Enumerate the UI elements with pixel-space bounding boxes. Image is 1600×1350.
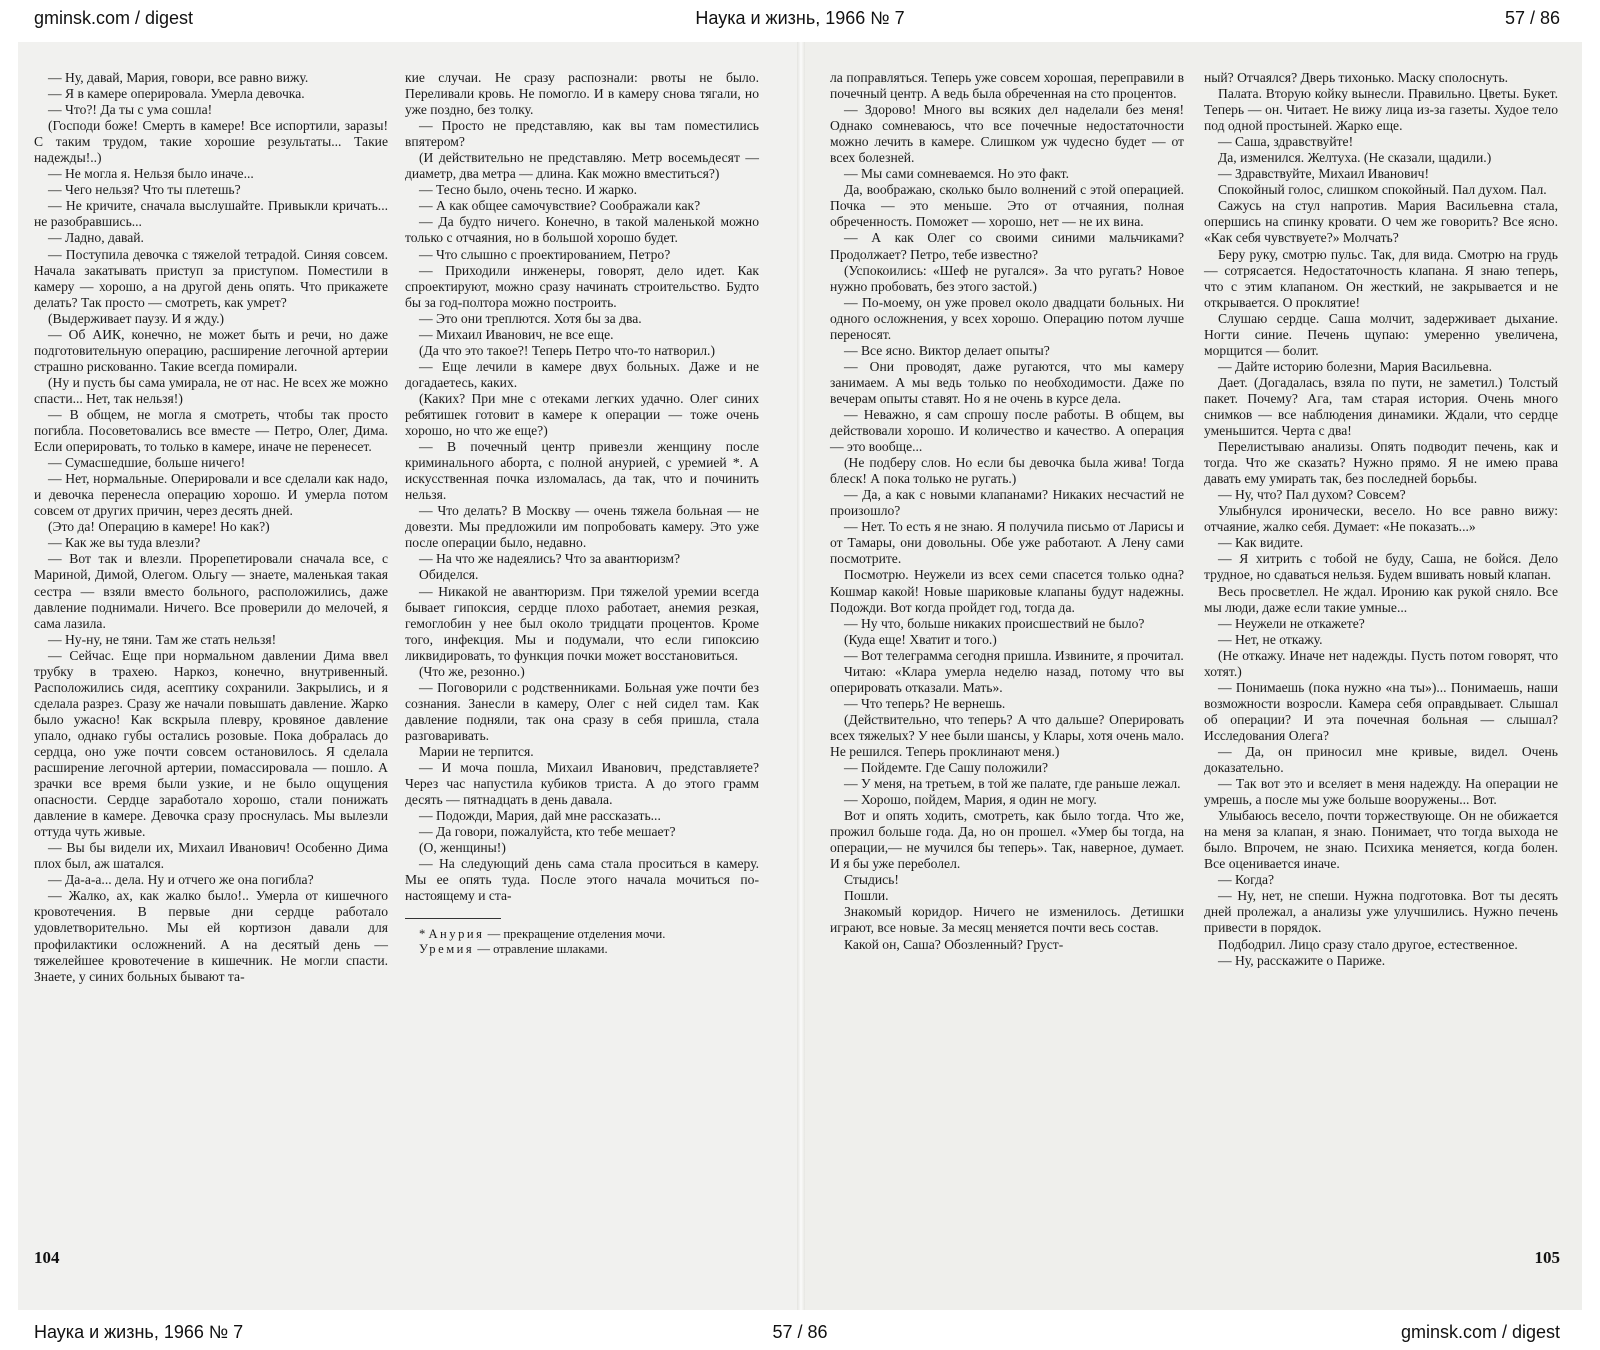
paragraph: — Поговорили с родственниками. Больная уже почти без сознания. Занесли в камеру, Олег с ней сидел там. Как давление подняли, так она сразу в себя пришла, стала разговаривать. bbox=[405, 679, 759, 743]
paragraph: Улыбаюсь весело, почти торжествующе. Он не обижается на меня за клапан, я знаю. Понимает, что тогда выхода не было. Впрочем, не знаю. Психика меняется, когда болен. Все оценивается иначе. bbox=[1204, 808, 1558, 872]
paragraph: Беру руку, смотрю пульс. Так, для вида. Смотрю на грудь — сотрясается. Недостаточность клапана. Я знаю теперь, что с этим клапаном. Он жесткий, не закрывается и не открывается. О проклятие! bbox=[1204, 246, 1558, 310]
text-column-3 bbox=[830, 70, 1184, 953]
paragraph: Пошли. bbox=[844, 888, 889, 904]
paragraph: Да, воображаю, сколько было волнений с этой операцией. Почка — это меньше. Это от отчаяния, полная обреченность. Поможет — хорошо, нет — не их вина. bbox=[830, 182, 1184, 230]
footnote-definition: — отравление шлаками. bbox=[474, 942, 608, 957]
paragraph: — Я хитрить с тобой не буду, Саша, не бойся. Дело трудное, но сдаваться нельзя. Будем вшивать новый клапан. bbox=[1204, 551, 1558, 583]
page-counter-footer: 57 / 86 bbox=[772, 1322, 828, 1342]
paragraph: Вот и опять ходить, смотреть, как было тогда. Что же, прожил больше года. Да, но он прошел. «Умер бы тогда, на операции,— не мучился бы теперь». Так, наверное, думает. И я бы уже переболел. bbox=[830, 808, 1184, 872]
column-body bbox=[405, 118, 759, 904]
paragraph: (Каких? При мне с отеками легких удачно. Олег синих ребятишек готовит в камере к операции — тоже очень хорошо, но что же еще?) bbox=[405, 390, 759, 439]
paragraph: — Я в камере оперировала. Умерла девочка. bbox=[48, 86, 305, 102]
paragraph: — Приходили инженеры, говорят, дело идет. Как спроектируют, можно сразу начинать строительство. Будто бы за год-полтора можно построить. bbox=[405, 262, 759, 310]
paragraph: — Вы бы видели их, Михаил Иванович! Особенно Дима плох был, аж шатался. bbox=[34, 840, 388, 872]
magazine-page-right bbox=[800, 42, 1582, 1310]
paragraph: (Успокоились: «Шеф не ругался». За что ругать? Новое нужно пробовать, без этого застой.) bbox=[830, 262, 1184, 294]
paragraph: (И действительно не представляю. Метр восемьдесят — диаметр, два метра — длина. Как можно вместиться?) bbox=[405, 150, 759, 182]
paragraph: — А как общее самочувствие? Соображали как? bbox=[419, 198, 701, 214]
paragraph: — Ну, расскажите о Париже. bbox=[1218, 952, 1386, 968]
paragraph: Сажусь на стул напротив. Мария Васильевна стала, опершись на спинку кровати. О чем же говорить? Все ясно. «Как себя чувствуете?» Молчать? bbox=[1204, 198, 1558, 246]
paragraph: — Да, он приносил мне кривые, видел. Очень доказательно. bbox=[1204, 743, 1558, 776]
paragraph: — Сумасшедшие, больше ничего! bbox=[48, 455, 246, 471]
paragraph: — Да говори, пожалуйста, кто тебе мешает? bbox=[419, 824, 676, 840]
paragraph: Улыбнулся иронически, весело. Но все равно вижу: отчаяние, жалко себя. Думает: «Не показать...» bbox=[1204, 503, 1558, 535]
paragraph: — Ну что, больше никаких происшествий не было? bbox=[844, 615, 1145, 631]
paragraph: (Не откажу. Иначе нет надежды. Пусть потом говорят, что хотят.) bbox=[1204, 647, 1558, 679]
paragraph: — Да-а-а... дела. Ну и отчего же она погибла? bbox=[48, 872, 314, 888]
paragraph: — Да будто ничего. Конечно, в такой маленькой можно только с отчаяния, но в большой хорошо будет. bbox=[405, 214, 759, 246]
paragraph: Перелистываю анализы. Опять подводит печень, как и тогда. Что же сказать? Нужно прямо. Я не имею права давать ему умирать так, без последней борьбы. bbox=[1204, 439, 1558, 487]
viewer-header bbox=[0, 0, 1600, 36]
paragraph: (Выдерживает паузу. И я жду.) bbox=[48, 310, 225, 326]
document-title-footer: Наука и жизнь, 1966 № 7 bbox=[34, 1322, 244, 1342]
paragraph: Слушаю сердце. Саша молчит, задерживает дыхание. Ногти синие. Печень щупаю: умеренно увеличена, морщится — болит. bbox=[1204, 310, 1558, 358]
paragraph: — А как Олег со своими синими мальчиками? Продолжает? Петро, тебе известно? bbox=[830, 230, 1184, 262]
paragraph: — Михаил Иванович, не все еще. bbox=[419, 326, 614, 342]
footnote-term: Анурия bbox=[428, 927, 485, 942]
footnote: * Анурия — прекращение отделения мочи. bbox=[419, 927, 666, 942]
paragraph: — Ну, что? Пал духом? Совсем? bbox=[1218, 487, 1406, 503]
site-link[interactable]: gminsk.com / digest bbox=[34, 8, 194, 28]
paragraph: (Что же, резонно.) bbox=[419, 663, 525, 679]
paragraph: Весь просветлел. Не ждал. Иронию как рукой сняло. Все мы люди, даже если такие умные... bbox=[1204, 583, 1558, 615]
paragraph: Палата. Вторую койку вынесли. Правильно. Цветы. Букет. Теперь — он. Читает. Не вижу лица из-за газеты. Худое тело под одной простыней. Жарко еще. bbox=[1204, 86, 1558, 134]
paragraph: — У меня, на третьем, в той же палате, где раньше лежал. bbox=[844, 776, 1181, 792]
column-body bbox=[830, 102, 1184, 952]
paragraph: — Хорошо, пойдем, Мария, я один не могу. bbox=[844, 792, 1097, 808]
paragraph: Да, изменился. Желтуха. (Не сказали, щадили.) bbox=[1218, 150, 1492, 166]
paragraph: (Действительно, что теперь? А что дальше? Оперировать всех тяжелых? У нее были шансы, у Клары, хотя очень мало. Не решился. Теперь проклинают меня.) bbox=[830, 711, 1184, 759]
paragraph: — Дайте историю болезни, Мария Васильевна. bbox=[1218, 358, 1493, 374]
page-counter: 57 / 86 bbox=[1504, 8, 1560, 28]
paragraph: (Это да! Операцию в камере! Но как?) bbox=[48, 519, 270, 535]
paragraph: — Нет, не откажу. bbox=[1218, 631, 1323, 647]
paragraph: Посмотрю. Неужели из всех семи спасется только одна? Кошмар какой! Новые шариковые клапаны будут надежны. Подожди. Вот когда пройдет год, тогда да. bbox=[830, 567, 1184, 615]
paragraph: — Подожди, Мария, дай мне рассказать... bbox=[419, 808, 661, 824]
paragraph: — Здорово! Много вы всяких дел наделали без меня! Однако сомневаюсь, что все почечные недостаточности можно лечить в камере. Слишком уж чудесно будет — от всех болезней. bbox=[830, 102, 1184, 166]
page-number-left: 104 bbox=[34, 1248, 60, 1267]
paragraph: — По-моему, он уже провел около двадцати больных. Ни одного осложнения, у всех хорошо. Операцию потом лучше переносят. bbox=[830, 294, 1184, 342]
footnote bbox=[405, 942, 759, 957]
paragraph: — В почечный центр привезли женщину после криминального аборта, с полной анурией, с уремией *. А искусственная почка изломалась, да так, что и починить нельзя. bbox=[405, 439, 759, 503]
footnote-definition: — прекращение отделения мочи. bbox=[484, 927, 666, 942]
column-body bbox=[1204, 86, 1558, 969]
paragraph: — Ну, давай, Мария, говори, все равно вижу. bbox=[48, 70, 309, 85]
paragraph: — Просто не представляю, как вы там поместились впятером? bbox=[405, 118, 759, 150]
paragraph: — Что слышно с проектированием, Петро? bbox=[419, 246, 671, 262]
paragraph: Дает. (Догадалась, взяла по пути, не заметил.) Толстый пакет. Почему? Ага, там старая история. Очень много снимков — все наблюдения динамики. Ждали, что сердце уменьшится. Черта с два! bbox=[1204, 374, 1558, 439]
paragraph: — Неважно, я сам спрошу после работы. В общем, вы действовали хорошо. И количество и качество. А операция — это вообще... bbox=[830, 406, 1184, 455]
book-gutter bbox=[797, 42, 805, 1310]
paragraph: (Куда еще! Хватит и того.) bbox=[844, 631, 997, 647]
paragraph: (Господи боже! Смерть в камере! Все испортили, заразы! С таким трудом, такие хорошие результаты... Такие надежды!..) bbox=[34, 118, 388, 166]
paragraph: (Да что это такое?! Теперь Петро что-то натворил.) bbox=[419, 342, 715, 358]
paragraph: Стыдись! bbox=[844, 872, 899, 888]
column-continuation: ла поправляться. Теперь уже совсем хорошая, переправили в почечный центр. А ведь была обреченная на сто процентов. bbox=[830, 70, 1184, 102]
paragraph: — Сейчас. Еще при нормальном давлении Дима ввел трубку в трахею. Наркоз, конечно, внутривенный. Расположились сидя, асептику сохранили. Закрылись, и я сделала разрез. Сразу же начали повышать давление. Жарко было ужасно! Как вскрыла плевру, кровяное давление упало, однако губы остались розовые. Пока добралась до сердца, оно уже почти совсем остановилось. Я сделала расширение легочной артерии, помассировала — пошло. А зрачки все время были узкие, и не было ощущения опасности. Сердце заработало хорошо, стали понижать давление в камере. Девочка сразу проснулась. Мы вылезли оттуда чуть живые. bbox=[34, 647, 388, 840]
paragraph: Подбодрил. Лицо сразу стало другое, естественное. bbox=[1218, 936, 1518, 952]
paragraph: — Все ясно. Виктор делает опыты? bbox=[844, 342, 1050, 358]
paragraph: — Они проводят, даже ругаются, что мы камеру занимаем. А мы ведь только по необходимости. Даже по вечерам опыты ставят. Но я не очень в курсе дела. bbox=[830, 358, 1184, 406]
text-column-1 bbox=[34, 70, 388, 985]
paragraph: — Саша, здравствуйте! bbox=[1218, 134, 1354, 150]
footnote-term: Уремия bbox=[419, 942, 475, 957]
paragraph: — Так вот это и вселяет в меня надежду. На операции не умрешь, а после мы уже больше вооружены... Вот. bbox=[1204, 776, 1558, 808]
paragraph: — Что?! Да ты с ума сошла! bbox=[48, 102, 213, 118]
paragraph: — Когда? bbox=[1218, 872, 1275, 888]
paragraph: — Об АИК, конечно, не может быть и речи, но даже подготовительную операцию, расширение легочной артерии страшно рискованно. Такие всегда помирали. bbox=[34, 326, 388, 374]
paragraph: Какой он, Саша? Обозленный? Груст- bbox=[844, 936, 1064, 952]
magazine-page-left bbox=[18, 42, 800, 1310]
paragraph: Обиделся. bbox=[419, 567, 479, 583]
paragraph: — Ну-ну, не тяни. Там же стать нельзя! bbox=[48, 631, 277, 647]
site-link-footer[interactable]: gminsk.com / digest bbox=[1400, 1322, 1560, 1342]
text-column-4 bbox=[1204, 70, 1558, 969]
paragraph: (Ну и пусть бы сама умирала, не от нас. Не всех же можно спасти... Нет, так нельзя!) bbox=[34, 374, 388, 406]
paragraph: — Чего нельзя? Что ты плетешь? bbox=[48, 182, 241, 198]
paragraph: — Как видите. bbox=[1218, 535, 1304, 551]
paragraph: (О, женщины!) bbox=[419, 840, 506, 856]
paragraph: — Поступила девочка с тяжелой тетрадой. Синяя совсем. Начала закатывать приступ за приступом. Поместили в камеру — хорошо, а на другой день опять. Что прикажете делать? Так просто — смотреть, как умрет? bbox=[34, 246, 388, 310]
paragraph: — Вот телеграмма сегодня пришла. Извините, я прочитал. bbox=[844, 647, 1184, 663]
document-title: Наука и жизнь, 1966 № 7 bbox=[695, 8, 905, 28]
paragraph: (Не подберу слов. Но если бы девочка была жива! Тогда блеск! А пока только не ругать.) bbox=[830, 455, 1184, 487]
paragraph: — Мы сами сомневаемся. Но это факт. bbox=[844, 166, 1069, 182]
paragraph: — Пойдемте. Где Сашу положили? bbox=[844, 760, 1049, 776]
paragraph: — Неужели не откажете? bbox=[1218, 615, 1365, 631]
paragraph: — Что делать? В Москву — очень тяжела больная — не довезти. Мы предложили им попробовать камеру. Это уже после операции было, недавно. bbox=[405, 503, 759, 551]
paragraph: — Ладно, давай. bbox=[48, 230, 144, 246]
paragraph: Спокойный голос, слишком спокойный. Пал духом. Пал. bbox=[1218, 182, 1547, 198]
paragraph: — На следующий день сама стала проситься в камеру. Мы ее опять туда. После этого начала мочиться по-настоящему и ста- bbox=[405, 856, 759, 904]
paragraph: — На что же надеялись? Что за авантюризм? bbox=[419, 551, 681, 567]
text-column-2 bbox=[405, 70, 759, 957]
viewer-footer bbox=[0, 1314, 1600, 1350]
paragraph: — И моча пошла, Михаил Иванович, представляете? Через час напустила кубиков триста. А до этого грамм десять — пятнадцать в день давала. bbox=[405, 760, 759, 808]
column-continuation: кие случаи. Не сразу распознали: рвоты не было. Переливали кровь. Не помогло. И в камеру снова тягали, но уже поздно, без толку. bbox=[405, 70, 759, 118]
paragraph: — Нет. То есть я не знаю. Я получила письмо от Ларисы и от Тамары, они довольны. Обе уже работают. А Лену сами посмотрите. bbox=[830, 519, 1184, 567]
paragraph: — Как же вы туда влезли? bbox=[48, 535, 201, 551]
paragraph: — Никакой не авантюризм. При тяжелой уремии всегда бывает гипоксия, сердце плохо работает, анемия резкая, гемоглобин у нее был около тридцати процентов. Кроме того, инфекция. Мы и подумали, что если гипоксию ликвидировать, то функция почки может восстановиться. bbox=[405, 583, 759, 663]
paragraph: — Еще лечили в камере двух больных. Даже и не догадаетесь, каких. bbox=[405, 358, 759, 390]
paragraph: — Ну, нет, не спеши. Нужна подготовка. Вот ты десять дней пролежал, а анализы уже улучшились. Нужно печень привести в порядок. bbox=[1204, 888, 1558, 936]
paragraph: Марии не терпится. bbox=[419, 743, 534, 759]
paragraph: — Не могла я. Нельзя было иначе... bbox=[48, 166, 254, 182]
column-continuation: ный? Отчаялся? Дверь тихонько. Маску сполоснуть. bbox=[1204, 70, 1509, 85]
paragraph: Читаю: «Клара умерла неделю назад, потому что вы оперировать отказали. Мать». bbox=[830, 663, 1184, 695]
paragraph: — Это они треплются. Хотя бы за два. bbox=[419, 310, 642, 326]
paragraph: — Вот так и влезли. Прорепетировали сначала все, с Мариной, Димой, Олегом. Ольгу — знаете, маленькая такая сестра — взяли вместо больного, расположились, даже давление поднимали. Ничего. Все проверили до мелочей, я сама лазила. bbox=[34, 551, 388, 631]
paragraph: — Что теперь? Не вернешь. bbox=[844, 695, 1006, 711]
paragraph: — Понимаешь (пока нужно «на ты»)... Понимаешь, наши возможности возросли. Камера себя оправдывает. Слышал об операции? И эта почечная больная — слышал? Исследования Олега? bbox=[1204, 679, 1558, 743]
paragraph: — Да, а как с новыми клапанами? Никаких несчастий не произошло? bbox=[830, 487, 1184, 519]
page-number-right: 105 bbox=[1534, 1248, 1560, 1267]
paragraph: — Тесно было, очень тесно. И жарко. bbox=[419, 182, 638, 198]
footnote-rule bbox=[405, 918, 501, 919]
paragraph: Знакомый коридор. Ничего не изменилось. Детишки играют, все новые. За месяц меняется почти весь состав. bbox=[830, 904, 1184, 936]
paragraph: — Жалко, ах, как жалко было!.. Умерла от кишечного кровотечения. В первые дни сердце работало удовлетворительно. Мы ей кортизон давали для профилактики осложнений. А на десятый день — тяжелейшее кровотечение в кишечник. Не могли спасти. Знаете, у синих больных бывают та- bbox=[34, 888, 388, 984]
paragraph: — Нет, нормальные. Оперировали и все сделали как надо, и девочка перенесла операцию хорошо. И умерла потом совсем от других причин, через десять дней. bbox=[34, 471, 388, 519]
paragraph: — В общем, не могла я смотреть, чтобы так просто погибла. Посоветовались все вместе — Петро, Олег, Дима. Если оперировать, то только в камере, иначе не перенесет. bbox=[34, 406, 388, 455]
footnotes bbox=[405, 927, 759, 957]
paragraph: — Здравствуйте, Михаил Иванович! bbox=[1218, 166, 1430, 182]
paragraph: — Не кричите, сначала выслушайте. Привыкли кричать... не разобравшись... bbox=[34, 198, 388, 230]
